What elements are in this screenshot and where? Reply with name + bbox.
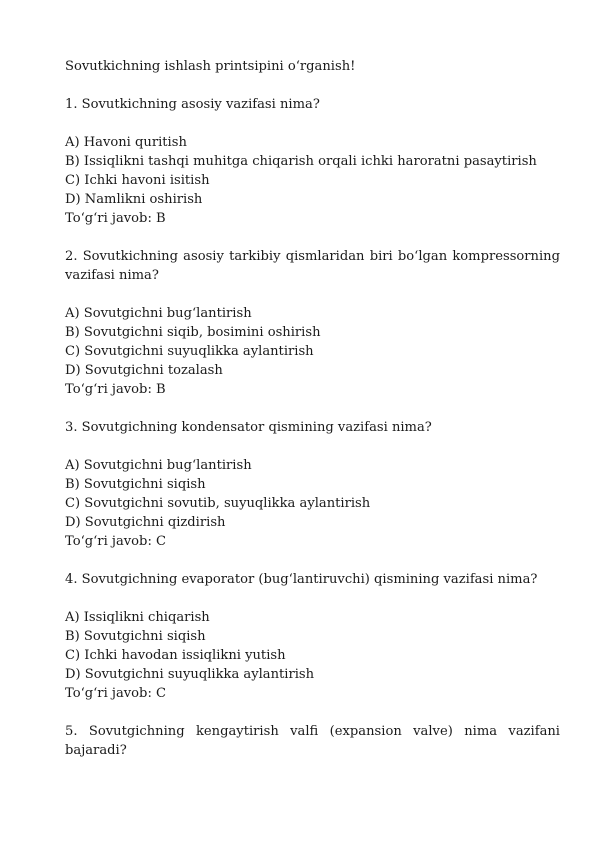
correct-answer: To‘g‘ri javob: C (65, 686, 167, 701)
option-d: D) Sovutgichni tozalash (65, 363, 223, 378)
question-text: 4. Sovutgichning evaporator (bug‘lantiruvchi) qismining vazifasi nima? (65, 572, 538, 587)
option-b: B) Sovutgichni siqish (65, 477, 206, 492)
option-b: B) Sovutgichni siqish (65, 629, 206, 644)
option-c: C) Ichki havoni isitish (65, 173, 210, 188)
option-d: D) Namlikni oshirish (65, 192, 203, 207)
option-a: A) Havoni quritish (65, 135, 187, 150)
option-d: D) Sovutgichni suyuqlikka aylantirish (65, 667, 315, 682)
option-c: C) Ichki havodan issiqlikni yutish (65, 648, 286, 663)
question-1 (65, 95, 560, 228)
question-5 (65, 722, 560, 760)
question-3 (65, 418, 560, 551)
question-4 (65, 570, 560, 703)
document-title: Sovutkichning ishlash printsipini o‘rganish! (65, 59, 356, 74)
correct-answer: To‘g‘ri javob: B (65, 211, 166, 226)
document-content (65, 57, 560, 779)
question-text: 1. Sovutkichning asosiy vazifasi nima? (65, 97, 320, 112)
option-c: C) Sovutgichni sovutib, suyuqlikka aylantirish (65, 496, 371, 511)
option-d: D) Sovutgichni qizdirish (65, 515, 226, 530)
question-2 (65, 247, 560, 399)
option-b: B) Sovutgichni siqib, bosimini oshirish (65, 325, 321, 340)
question-text: 3. Sovutgichning kondensator qismining vazifasi nima? (65, 420, 432, 435)
question-text: 5. Sovutgichning kengaytirish valfi (expansion valve) nima vazifani bajaradi? (65, 724, 560, 758)
option-c: C) Sovutgichni suyuqlikka aylantirish (65, 344, 314, 359)
option-a: A) Sovutgichni bug‘lantirish (65, 306, 252, 321)
question-text: 2. Sovutkichning asosiy tarkibiy qismlaridan biri bo‘lgan kompressorning vazifasi nima? (65, 249, 560, 283)
option-b: B) Issiqlikni tashqi muhitga chiqarish orqali ichki haroratni pasaytirish (65, 154, 537, 169)
option-a: A) Sovutgichni bug‘lantirish (65, 458, 252, 473)
correct-answer: To‘g‘ri javob: C (65, 534, 167, 549)
correct-answer: To‘g‘ri javob: B (65, 382, 166, 397)
option-a: A) Issiqlikni chiqarish (65, 610, 210, 625)
